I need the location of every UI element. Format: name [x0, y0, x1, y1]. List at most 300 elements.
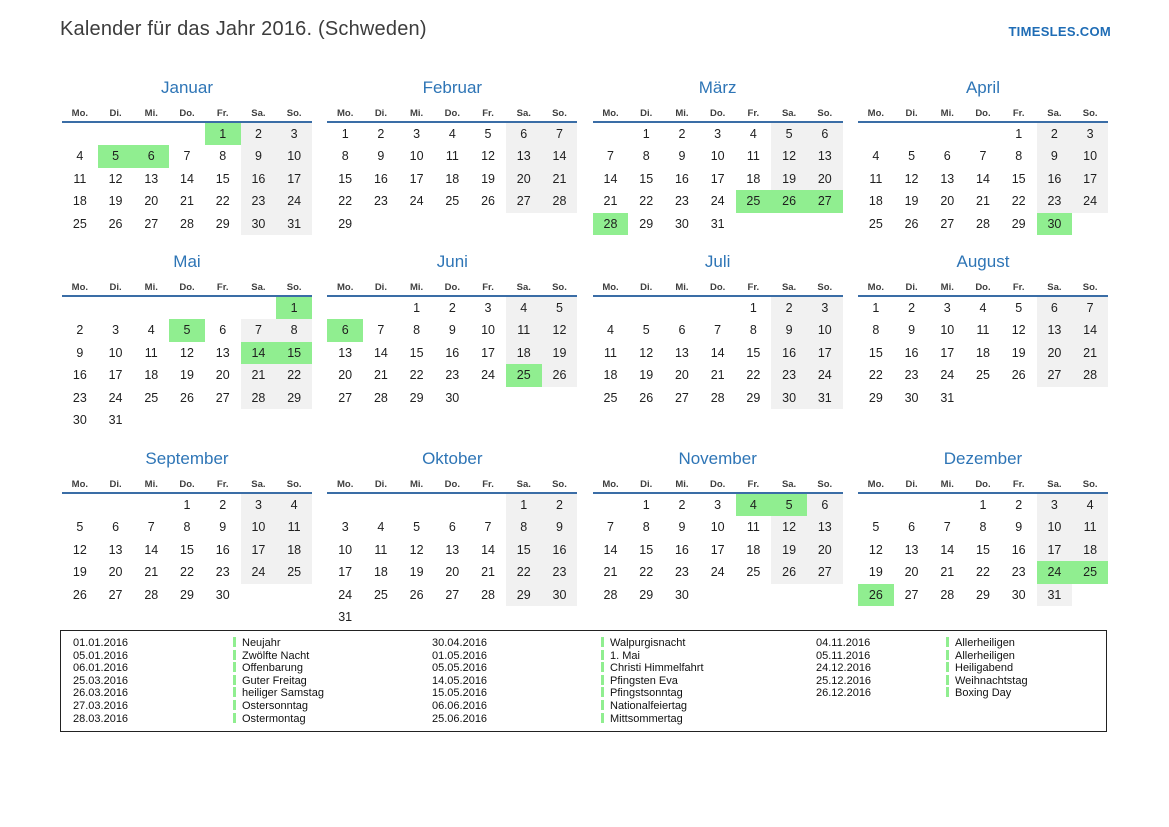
- day-cell: 2: [377, 127, 385, 141]
- day-cell: 28: [542, 190, 578, 212]
- day-cell: 24: [409, 194, 424, 209]
- day-cell: 26: [108, 216, 123, 231]
- day-cell: 28: [144, 587, 159, 602]
- weekday-label: Di.: [905, 108, 918, 119]
- day-cell: 1: [183, 498, 191, 512]
- day-cell: 4: [448, 127, 456, 141]
- empty-cell: [98, 123, 134, 145]
- legend-entry-name: Mittsommertag: [601, 713, 816, 726]
- day-cell: 8: [749, 323, 757, 338]
- weekday-header-maerz: [593, 101, 843, 123]
- day-cell: 29: [276, 387, 312, 409]
- day-cell: 28: [373, 390, 388, 405]
- day-cell: 31: [1037, 584, 1073, 606]
- empty-cell: [664, 297, 700, 319]
- day-cell: 7: [607, 520, 614, 535]
- legend-date: 01.05.2016: [432, 649, 488, 662]
- day-cell: 29: [868, 390, 883, 405]
- empty-cell: [363, 606, 399, 628]
- day-cell: 19: [542, 342, 578, 364]
- day-cell: 29: [338, 216, 353, 231]
- legend-entry-name: Pfingsten Eva: [601, 675, 816, 688]
- day-cell: 25: [603, 390, 618, 405]
- month-title-maerz: März: [698, 78, 737, 97]
- day-cell: 26: [1011, 368, 1026, 383]
- day-cell: 22: [976, 565, 990, 580]
- day-cell: 27: [940, 216, 955, 231]
- day-cell: 7: [943, 520, 951, 535]
- day-grid-april: [858, 123, 1108, 235]
- day-cell: 12: [904, 171, 919, 186]
- weekday-label: Mi.: [410, 108, 424, 119]
- day-cell: 22: [506, 561, 542, 583]
- day-cell: 27: [108, 587, 123, 602]
- day-cell: 30: [445, 390, 460, 405]
- day-cell: 27: [807, 561, 843, 583]
- weekday-label: Do.: [709, 108, 726, 119]
- day-cell: 11: [746, 520, 760, 535]
- holiday-marker-icon: [601, 700, 604, 710]
- day-cell: 6: [908, 520, 916, 535]
- day-cell: 14: [144, 542, 159, 557]
- day-cell: 2: [678, 498, 686, 512]
- day-cell: 5: [76, 520, 84, 535]
- day-cell: 8: [341, 149, 349, 164]
- holiday-legend-grid: [61, 631, 1106, 725]
- empty-cell: [133, 297, 169, 319]
- weekday-label: Mo.: [337, 108, 354, 119]
- empty-cell: [700, 584, 736, 606]
- day-cell: 10: [481, 323, 495, 338]
- day-cell: 19: [771, 539, 807, 561]
- day-cell: 3: [413, 127, 421, 141]
- day-cell: 14: [542, 145, 578, 167]
- day-cell: 16: [373, 171, 388, 186]
- legend-entry-name: Offenbarung: [233, 662, 432, 675]
- legend-date: 04.11.2016: [816, 637, 871, 649]
- weekday-label: So.: [817, 479, 833, 490]
- day-grid-dezember: [858, 494, 1108, 606]
- day-cell: 25: [746, 565, 761, 580]
- day-cell: 13: [215, 345, 230, 360]
- day-cell: 1: [276, 297, 312, 319]
- empty-cell: [276, 584, 312, 606]
- legend-entry-name: Pfingstsonntag: [601, 687, 816, 700]
- empty-cell: [470, 387, 506, 409]
- weekday-label: Fr.: [747, 479, 760, 490]
- weekday-label: Di.: [374, 282, 387, 293]
- empty-cell: [506, 213, 542, 235]
- legend-date: 01.01.2016: [73, 637, 129, 649]
- day-cell: 1: [872, 301, 880, 315]
- day-cell: 19: [72, 565, 87, 580]
- weekday-header-juli: [593, 275, 843, 297]
- holiday-marker-icon: [601, 662, 604, 672]
- day-cell: 6: [448, 520, 456, 535]
- weekday-label: Fr.: [482, 479, 494, 490]
- day-cell: 27: [674, 390, 689, 405]
- month-title-oktober: Oktober: [422, 449, 483, 468]
- holiday-marker-icon: [233, 700, 236, 710]
- day-cell: 9: [241, 145, 277, 167]
- day-grid-juni: [327, 297, 577, 409]
- legend-entry-name: [946, 713, 1106, 726]
- day-cell: 17: [409, 171, 424, 186]
- day-cell: 28: [976, 216, 990, 231]
- holiday-marker-icon: [233, 662, 236, 672]
- empty-cell: [807, 584, 843, 606]
- legend-entry-name: [946, 700, 1106, 713]
- weekday-label: Mi.: [675, 282, 689, 293]
- legend-date: 28.03.2016: [73, 712, 129, 725]
- day-cell: 16: [1011, 542, 1026, 557]
- weekday-label: Fr.: [1012, 108, 1025, 119]
- weekday-header-februar: [327, 101, 577, 123]
- day-cell: 20: [1037, 342, 1073, 364]
- empty-cell: [133, 409, 169, 431]
- legend-entry-name: Walpurgisnacht: [601, 637, 816, 650]
- day-cell: 25: [276, 561, 312, 583]
- holiday-marker-icon: [601, 687, 604, 697]
- day-cell: 25: [868, 216, 883, 231]
- day-cell: 11: [445, 149, 459, 164]
- day-cell: 10: [409, 149, 424, 164]
- day-cell: 10: [276, 145, 312, 167]
- weekday-label: Di.: [640, 108, 653, 119]
- day-cell: 10: [940, 323, 955, 338]
- day-cell: 8: [219, 149, 227, 164]
- day-cell: 23: [904, 368, 919, 383]
- day-cell: 20: [940, 194, 955, 209]
- day-cell: 2: [678, 127, 686, 141]
- legend-date: 27.03.2016: [73, 699, 129, 712]
- month-block-juli: [593, 251, 843, 409]
- weekday-label: Di.: [640, 479, 653, 490]
- weekday-header-november: [593, 472, 843, 494]
- day-cell: 28: [241, 387, 277, 409]
- month-block-april: [858, 77, 1108, 235]
- day-cell: 19: [771, 168, 807, 190]
- day-cell: 14: [603, 171, 618, 186]
- holiday-marker-icon: [233, 650, 236, 660]
- day-grid-august: [858, 297, 1108, 409]
- day-cell: 29: [180, 587, 194, 602]
- empty-cell: [62, 123, 98, 145]
- day-cell: 15: [1011, 171, 1026, 186]
- day-cell: 3: [943, 301, 951, 315]
- day-cell: 13: [1037, 319, 1073, 341]
- weekday-label: Sa.: [516, 282, 531, 293]
- day-cell: 9: [1015, 520, 1023, 535]
- empty-cell: [506, 606, 542, 628]
- day-cell: 14: [180, 171, 194, 186]
- day-cell: 5: [642, 323, 650, 338]
- month-title-november: November: [678, 449, 757, 468]
- weekday-label: Mi.: [675, 479, 689, 490]
- legend-date: 15.05.2016: [432, 687, 488, 700]
- day-cell: 26: [409, 587, 424, 602]
- holiday-marker-icon: [233, 713, 236, 723]
- day-cell: 21: [180, 194, 194, 209]
- weekday-label: Do.: [444, 479, 460, 490]
- day-cell: 3: [1072, 123, 1108, 145]
- day-cell: 12: [771, 145, 807, 167]
- weekday-label: Mi.: [144, 479, 158, 490]
- empty-cell: [470, 213, 506, 235]
- day-cell: 26: [542, 364, 578, 386]
- empty-cell: [399, 213, 435, 235]
- month-block-mai: [62, 251, 312, 431]
- site-link[interactable]: TIMESLES.COM: [1008, 24, 1111, 39]
- day-grid-januar: [62, 123, 312, 235]
- weekday-label: Fr.: [1012, 479, 1025, 490]
- day-cell: 25: [1072, 561, 1108, 583]
- day-cell: 13: [506, 145, 542, 167]
- empty-cell: [929, 494, 965, 516]
- weekday-label: Mi.: [144, 108, 158, 119]
- legend-entry-name: Ostersonntag: [233, 700, 432, 713]
- day-cell: 14: [1072, 319, 1108, 341]
- day-cell: 13: [807, 145, 843, 167]
- weekday-label: Mi.: [410, 282, 424, 293]
- day-cell: 13: [338, 345, 353, 360]
- day-cell: 10: [1037, 516, 1073, 538]
- holiday-marker-icon: [946, 687, 949, 697]
- weekday-label: Di.: [374, 108, 387, 119]
- day-cell: 22: [639, 194, 654, 209]
- day-cell: 24: [710, 194, 725, 209]
- day-cell: 9: [678, 520, 686, 535]
- day-cell: 9: [771, 319, 807, 341]
- weekday-header-august: [858, 275, 1108, 297]
- day-cell: 4: [607, 323, 614, 338]
- weekday-label: Do.: [975, 108, 991, 119]
- weekday-label: Sa.: [1047, 479, 1062, 490]
- weekday-label: Di.: [109, 479, 122, 490]
- month-title-mai: Mai: [173, 252, 201, 271]
- day-cell: 17: [807, 342, 843, 364]
- day-cell: 31: [108, 412, 123, 427]
- empty-cell: [542, 213, 578, 235]
- day-cell: 12: [409, 542, 424, 557]
- day-cell: 17: [338, 565, 353, 580]
- day-cell: 2: [76, 323, 84, 338]
- weekday-header-januar: [62, 101, 312, 123]
- day-cell: 16: [674, 542, 689, 557]
- day-cell: 2: [1015, 498, 1023, 512]
- day-cell: 6: [219, 323, 227, 338]
- day-cell: 10: [338, 542, 353, 557]
- day-cell: 2: [908, 301, 916, 315]
- legend-entry-name: Allerheiligen: [946, 650, 1106, 663]
- day-cell: 2: [219, 498, 227, 512]
- empty-cell: [205, 297, 241, 319]
- weekday-label: Mo.: [602, 282, 619, 293]
- day-cell: 18: [868, 194, 883, 209]
- weekday-label: Mo.: [602, 108, 619, 119]
- weekday-label: So.: [286, 479, 302, 490]
- month-block-januar: [62, 77, 312, 235]
- day-cell: 1: [205, 123, 241, 145]
- weekday-label: Mi.: [144, 282, 158, 293]
- empty-cell: [858, 494, 894, 516]
- day-cell: 23: [445, 368, 460, 383]
- day-cell: 29: [215, 216, 230, 231]
- day-cell: 8: [1015, 149, 1023, 164]
- weekday-header-dezember: [858, 472, 1108, 494]
- day-cell: 4: [276, 494, 312, 516]
- month-block-dezember: [858, 448, 1108, 606]
- holiday-marker-icon: [233, 637, 236, 647]
- empty-cell: [700, 297, 736, 319]
- day-cell: 27: [215, 390, 230, 405]
- legend-date: 14.05.2016: [432, 674, 488, 687]
- day-cell: 22: [276, 364, 312, 386]
- day-cell: 19: [180, 368, 194, 383]
- day-cell: 19: [108, 194, 123, 209]
- empty-cell: [771, 213, 807, 235]
- day-cell: 18: [276, 539, 312, 561]
- legend-entry-name: Zwölfte Nacht: [233, 650, 432, 663]
- legend-entry-name: heiliger Samstag: [233, 687, 432, 700]
- day-cell: 18: [373, 565, 388, 580]
- holiday-marker-icon: [601, 637, 604, 647]
- day-cell: 5: [872, 520, 880, 535]
- day-cell: 17: [481, 345, 495, 360]
- legend-date: 25.03.2016: [73, 674, 129, 687]
- empty-cell: [593, 494, 629, 516]
- empty-cell: [327, 494, 363, 516]
- day-cell: 8: [506, 516, 542, 538]
- day-cell: 13: [674, 345, 689, 360]
- day-cell: 7: [241, 319, 277, 341]
- weekday-label: Mi.: [410, 479, 424, 490]
- day-cell: 4: [749, 127, 757, 141]
- day-cell: 13: [108, 542, 123, 557]
- day-cell: 14: [710, 345, 725, 360]
- day-cell: 1: [642, 127, 650, 141]
- day-cell: 19: [868, 565, 883, 580]
- legend-entry-name: Heiligabend: [946, 662, 1106, 675]
- legend-date: 05.01.2016: [73, 649, 129, 662]
- weekday-label: Do.: [179, 479, 195, 490]
- empty-cell: [62, 297, 98, 319]
- day-cell: 19: [481, 171, 495, 186]
- day-cell: 25: [976, 368, 990, 383]
- day-cell: 23: [373, 194, 388, 209]
- empty-cell: [434, 606, 470, 628]
- empty-cell: [929, 123, 965, 145]
- month-title-januar: Januar: [161, 78, 213, 97]
- legend-date: [816, 700, 946, 713]
- day-cell: 27: [1037, 364, 1073, 386]
- day-cell: 20: [807, 168, 843, 190]
- holiday-marker-icon: [601, 650, 604, 660]
- day-cell: 18: [746, 171, 761, 186]
- day-cell: 11: [506, 319, 542, 341]
- day-cell: 7: [377, 323, 385, 338]
- day-cell: 21: [603, 565, 618, 580]
- day-cell: 5: [771, 494, 807, 516]
- day-cell: 7: [607, 149, 614, 164]
- day-cell: 27: [506, 190, 542, 212]
- day-cell: 23: [674, 194, 689, 209]
- day-cell: 28: [180, 216, 194, 231]
- day-cell: 26: [72, 587, 87, 602]
- day-cell: 17: [108, 368, 123, 383]
- day-cell: 19: [639, 368, 654, 383]
- day-cell: 23: [215, 565, 230, 580]
- day-cell: 20: [144, 194, 159, 209]
- empty-cell: [470, 494, 506, 516]
- day-cell: 21: [542, 168, 578, 190]
- weekday-label: So.: [286, 282, 302, 293]
- empty-cell: [858, 123, 894, 145]
- month-title-juni: Juni: [436, 252, 468, 271]
- empty-cell: [327, 297, 363, 319]
- day-cell: 31: [807, 387, 843, 409]
- legend-entry-name: Guter Freitag: [233, 675, 432, 688]
- weekday-label: Fr.: [1012, 282, 1025, 293]
- empty-cell: [1072, 387, 1108, 409]
- day-cell: 10: [710, 149, 725, 164]
- day-cell: 14: [976, 171, 990, 186]
- day-cell: 7: [714, 323, 722, 338]
- day-cell: 28: [481, 587, 495, 602]
- day-cell: 18: [72, 194, 87, 209]
- empty-cell: [1072, 584, 1108, 606]
- day-cell: 5: [771, 123, 807, 145]
- day-grid-september: [62, 494, 312, 606]
- empty-cell: [169, 123, 205, 145]
- day-cell: 25: [506, 364, 542, 386]
- day-cell: 3: [241, 494, 277, 516]
- day-cell: 21: [481, 565, 495, 580]
- day-cell: 20: [215, 368, 230, 383]
- day-cell: 29: [409, 390, 424, 405]
- day-cell: 17: [710, 171, 725, 186]
- weekday-label: Sa.: [1047, 282, 1062, 293]
- day-cell: 30: [674, 587, 689, 602]
- empty-cell: [133, 123, 169, 145]
- day-cell: 22: [180, 565, 194, 580]
- day-cell: 17: [241, 539, 277, 561]
- weekday-label: Mo.: [867, 479, 885, 490]
- day-cell: 1: [506, 494, 542, 516]
- day-cell: 9: [448, 323, 456, 338]
- empty-cell: [276, 409, 312, 431]
- empty-cell: [399, 494, 435, 516]
- legend-date: 30.04.2016: [432, 637, 488, 649]
- month-title-dezember: Dezember: [943, 449, 1023, 468]
- day-cell: 28: [603, 587, 618, 602]
- holiday-marker-icon: [601, 713, 604, 723]
- legend-date: 24.12.2016: [816, 662, 872, 675]
- day-cell: 16: [771, 342, 807, 364]
- day-cell: 11: [976, 323, 990, 338]
- holiday-marker-icon: [946, 675, 949, 685]
- day-cell: 29: [976, 587, 990, 602]
- day-cell: 4: [147, 323, 155, 338]
- day-cell: 23: [542, 561, 578, 583]
- day-cell: 24: [1072, 190, 1108, 212]
- day-cell: 5: [908, 149, 916, 164]
- day-cell: 12: [771, 516, 807, 538]
- day-cell: 4: [736, 494, 772, 516]
- day-cell: 31: [276, 213, 312, 235]
- day-cell: 9: [678, 149, 686, 164]
- day-cell: 25: [373, 587, 388, 602]
